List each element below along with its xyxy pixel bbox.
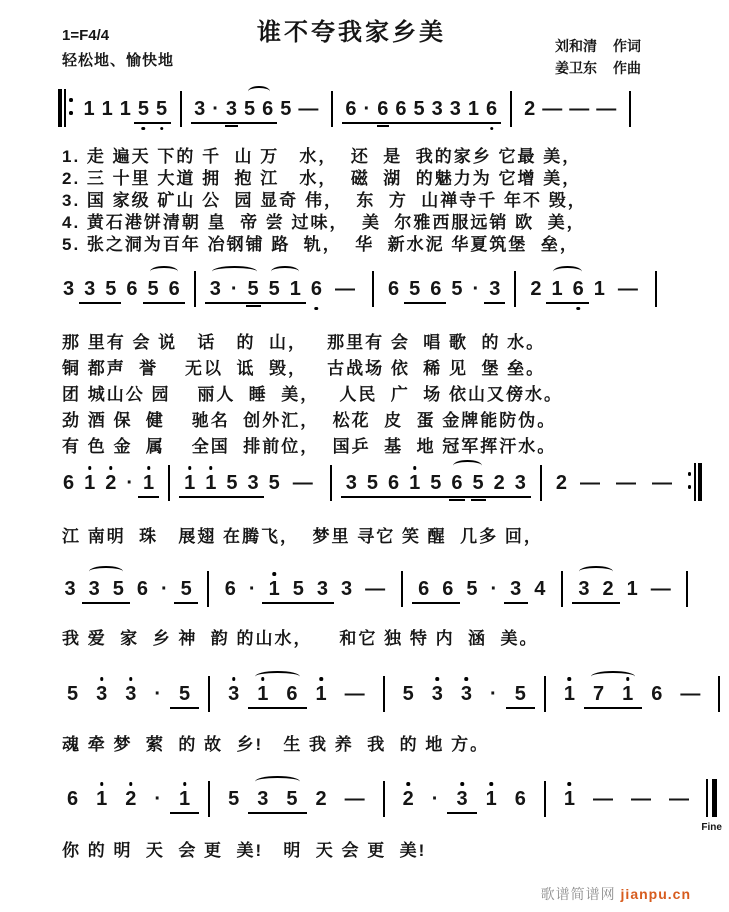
duration-dash: — <box>569 98 590 120</box>
note: 1 <box>285 277 306 304</box>
composer-name: 姜卫东 <box>555 60 597 76</box>
music-line-4 <box>58 558 697 604</box>
barline <box>383 676 385 712</box>
note: 2 <box>116 787 145 814</box>
note: 1 <box>83 98 95 120</box>
note: 2 <box>596 577 620 604</box>
lyric-line: 铜 都声 誉 无以 诋 毁， 古战场 依 稀 见 堡 垒。 <box>62 359 546 378</box>
note: 5 <box>362 471 383 498</box>
music-line-1 <box>58 78 640 124</box>
barline <box>383 781 385 817</box>
note: 5 <box>170 682 199 709</box>
lyric-line: 那 里有 会 说 话 的 山， 那里有 会 唱 歌 的 水。 <box>62 333 546 352</box>
note: 1 <box>593 278 605 300</box>
barline <box>180 91 182 127</box>
barline <box>629 91 631 127</box>
augmentation-dot: · <box>154 788 162 810</box>
note: 6 <box>388 278 400 300</box>
note: 6 <box>259 97 277 124</box>
barline <box>194 271 196 307</box>
barline <box>514 271 516 307</box>
note: 3 <box>423 682 452 709</box>
note: 5 <box>100 277 121 304</box>
note: 6 <box>412 577 436 604</box>
note: 2 <box>530 278 542 300</box>
credits <box>555 35 641 79</box>
note: 5 <box>404 277 425 304</box>
duration-dash: — <box>617 278 638 300</box>
note: 5 <box>228 788 240 810</box>
lyric-line: 1. 走 遍天 下的 千 山 万 水， 还 是 我的家乡 它最 美， <box>62 147 582 166</box>
note: 3 <box>219 682 248 709</box>
note: 5 <box>243 277 264 304</box>
augmentation-dot: · <box>226 277 243 304</box>
slur-group <box>584 682 642 709</box>
note: 6 <box>568 277 589 304</box>
composer-credit <box>555 57 641 79</box>
note: 3 <box>243 471 264 498</box>
note: 6 <box>67 788 79 810</box>
note: 3 <box>504 577 528 604</box>
note: 3 <box>428 97 446 124</box>
barline <box>372 271 374 307</box>
slur-group <box>264 277 306 304</box>
duration-dash: — <box>616 472 637 494</box>
duration-dash: — <box>344 788 365 810</box>
note: 3 <box>222 97 240 124</box>
note: 5 <box>410 97 428 124</box>
note: 2 <box>524 98 536 120</box>
note: 6 <box>126 278 138 300</box>
note: 3 <box>116 682 145 709</box>
verse-block-1 <box>62 142 587 252</box>
lyric-line-3: 江 南明 珠 展翅 在腾飞， 梦里 寻它 笑 醒 几多 回， <box>62 527 543 546</box>
note: 1 <box>200 471 221 498</box>
barline <box>540 465 542 501</box>
duration-dash: — <box>298 98 319 120</box>
note: 3 <box>63 278 75 300</box>
note: 5 <box>468 471 489 498</box>
lyric-line: 5. 张之洞为百年 冶钢铺 路 轨， 华 新水泥 华夏筑堡 垒， <box>62 235 579 254</box>
lyric-line: 3. 国 家级 矿山 公 园 显奇 伟， 东 方 山禅寺千 年不 毁， <box>62 191 587 210</box>
augmentation-dot: · <box>490 683 497 705</box>
note: 6 <box>224 578 236 600</box>
barline <box>168 465 170 501</box>
note: 1 <box>477 787 506 814</box>
note: 1 <box>119 98 131 120</box>
slur-group <box>546 277 588 304</box>
note: 3 <box>452 682 481 709</box>
note: 6 <box>164 277 185 304</box>
note: 1 <box>79 471 100 498</box>
tempo-mood-marking: 轻松地、愉快地 <box>62 52 175 69</box>
barline <box>331 91 333 127</box>
music-line-6 <box>58 768 722 833</box>
duration-dash: — <box>668 788 689 810</box>
barline <box>207 571 209 607</box>
note: 3 <box>310 577 334 604</box>
note: 3 <box>484 277 505 304</box>
slur-group <box>248 787 306 814</box>
note: 1 <box>626 578 638 600</box>
duration-dash: — <box>596 98 617 120</box>
note: 3 <box>87 682 116 709</box>
duration-dash: — <box>650 578 671 600</box>
lyricist-credit <box>555 35 641 57</box>
watermark-site-link[interactable]: jianpu.cn <box>620 886 691 902</box>
note: 3 <box>79 277 100 304</box>
note: 3 <box>82 577 106 604</box>
note: 6 <box>514 788 526 810</box>
music-line-5 <box>58 663 729 709</box>
note: 5 <box>174 577 198 604</box>
note: 3 <box>572 577 596 604</box>
note: 1 <box>101 98 113 120</box>
note: 1 <box>613 682 642 709</box>
note: 1 <box>179 471 200 498</box>
barline <box>208 676 210 712</box>
note: 5 <box>425 471 446 498</box>
augmentation-dot: · <box>209 97 223 124</box>
slur-group <box>446 471 488 498</box>
note: 1 <box>170 787 199 814</box>
duration-dash: — <box>542 98 563 120</box>
note: 5 <box>402 683 414 705</box>
note: 1 <box>307 682 336 709</box>
note: 1 <box>138 471 159 498</box>
note: 6 <box>374 97 392 124</box>
lyric-line: 4. 黄石港饼清朝 皇 帝 尝 过味， 美 尔雅西服远销 欧 美， <box>62 213 586 232</box>
note: 7 <box>584 682 613 709</box>
slur-group <box>241 97 277 124</box>
note: 5 <box>106 577 130 604</box>
note: 5 <box>241 97 259 124</box>
note: 5 <box>451 278 463 300</box>
note: 6 <box>306 277 327 304</box>
note: 5 <box>143 277 164 304</box>
page-title: 谁不夸我家乡美 <box>257 19 446 46</box>
note: 2 <box>315 788 327 810</box>
duration-dash: — <box>292 472 313 494</box>
note: 6 <box>383 471 404 498</box>
note: 6 <box>436 577 460 604</box>
barline <box>401 571 403 607</box>
duration-dash: — <box>580 472 601 494</box>
note: 5 <box>466 578 478 600</box>
key-signature: 1=F4/4 <box>62 27 110 44</box>
note: 3 <box>191 97 209 124</box>
augmentation-dot: · <box>431 788 439 810</box>
lyric-line: 2. 三 十里 大道 拥 抱 江 水， 磁 湖 的魅力为 它增 美， <box>62 169 582 188</box>
lyric-line-5: 魂 牵 梦 萦 的 故 乡! 生 我 养 我 的 地 方。 <box>62 735 490 754</box>
barline <box>510 91 512 127</box>
note: 5 <box>268 472 280 494</box>
slur-group <box>248 682 306 709</box>
augmentation-dot: · <box>161 578 168 600</box>
note: 1 <box>546 277 567 304</box>
duration-dash: — <box>630 788 651 810</box>
composer-role: 作曲 <box>613 60 641 76</box>
lyric-line-6: 你 的 明 天 会 更 美! 明 天 会 更 美! <box>62 841 427 860</box>
note: 5 <box>280 98 292 120</box>
note: 5 <box>134 97 152 124</box>
note: 6 <box>651 683 663 705</box>
barline <box>330 465 332 501</box>
note: 5 <box>264 277 285 304</box>
music-line-2 <box>58 258 666 304</box>
watermark <box>541 884 691 904</box>
note: 1 <box>404 471 425 498</box>
duration-dash: — <box>652 472 673 494</box>
lyric-line-4: 我 爱 家 乡 神 韵 的山水， 和它 独 特 内 涵 美。 <box>62 629 539 648</box>
slur-group <box>205 277 264 304</box>
barline <box>544 676 546 712</box>
duration-dash: — <box>335 278 356 300</box>
slur-group <box>143 277 185 304</box>
lyric-line: 劲 酒 保 健 驰名 创外汇， 松花 皮 蛋 金牌能防伪。 <box>62 411 557 430</box>
note: 5 <box>286 577 310 604</box>
note: 3 <box>340 578 353 600</box>
note: 6 <box>136 578 148 600</box>
verse-block-2 <box>62 328 563 458</box>
duration-dash: — <box>592 788 613 810</box>
watermark-site-name: 歌谱简谱网 <box>540 886 616 902</box>
barline <box>655 271 657 307</box>
note: 4 <box>534 578 546 600</box>
note: 2 <box>100 471 121 498</box>
music-line-3 <box>58 452 702 498</box>
note: 6 <box>277 682 306 709</box>
slur-group <box>572 577 620 604</box>
lyricist-name: 刘和清 <box>555 38 597 54</box>
note: 1 <box>555 682 584 709</box>
note: 5 <box>221 471 242 498</box>
note: 3 <box>510 471 531 498</box>
duration-dash: — <box>680 683 701 705</box>
repeat-end-barline <box>688 463 702 501</box>
barline <box>686 571 688 607</box>
note: 5 <box>277 787 306 814</box>
note: 5 <box>506 682 535 709</box>
note: 3 <box>64 578 76 600</box>
note: 1 <box>248 682 277 709</box>
duration-dash: — <box>344 683 365 705</box>
barline <box>561 571 563 607</box>
note: 1 <box>87 787 116 814</box>
duration-dash: — <box>365 578 386 600</box>
repeat-start-barline <box>58 89 72 127</box>
note: 1 <box>555 787 584 814</box>
note: 3 <box>446 97 464 124</box>
final-barline <box>701 779 722 833</box>
note: 6 <box>392 97 410 124</box>
note: 6 <box>482 97 500 124</box>
note: 3 <box>447 787 476 814</box>
barline <box>208 781 210 817</box>
note: 2 <box>394 787 423 814</box>
fine-label: Fine <box>701 822 722 833</box>
augmentation-dot: · <box>126 472 134 494</box>
note: 1 <box>464 97 482 124</box>
note: 3 <box>205 277 226 304</box>
augmentation-dot: · <box>248 578 256 600</box>
note: 5 <box>153 97 171 124</box>
augmentation-dot: · <box>472 278 480 300</box>
slur-group <box>82 577 130 604</box>
note: 6 <box>446 471 467 498</box>
note: 3 <box>341 471 362 498</box>
note: 6 <box>425 277 446 304</box>
note: 2 <box>555 472 568 494</box>
note: 3 <box>248 787 277 814</box>
note: 6 <box>63 472 75 494</box>
barline <box>544 781 546 817</box>
note: 1 <box>262 577 286 604</box>
barline <box>718 676 720 712</box>
augmentation-dot: · <box>360 97 374 124</box>
lyricist-role: 作词 <box>613 38 641 54</box>
augmentation-dot: · <box>154 683 162 705</box>
note: 2 <box>489 471 510 498</box>
lyric-line: 有 色 金 属 全国 排前位， 国乒 基 地 冠军挥汗水。 <box>62 437 557 456</box>
augmentation-dot: · <box>490 578 498 600</box>
note: 5 <box>67 683 79 705</box>
note: 6 <box>342 97 360 124</box>
lyric-line: 团 城山公 园 丽人 睡 美， 人民 广 场 依山又傍水。 <box>62 385 564 404</box>
